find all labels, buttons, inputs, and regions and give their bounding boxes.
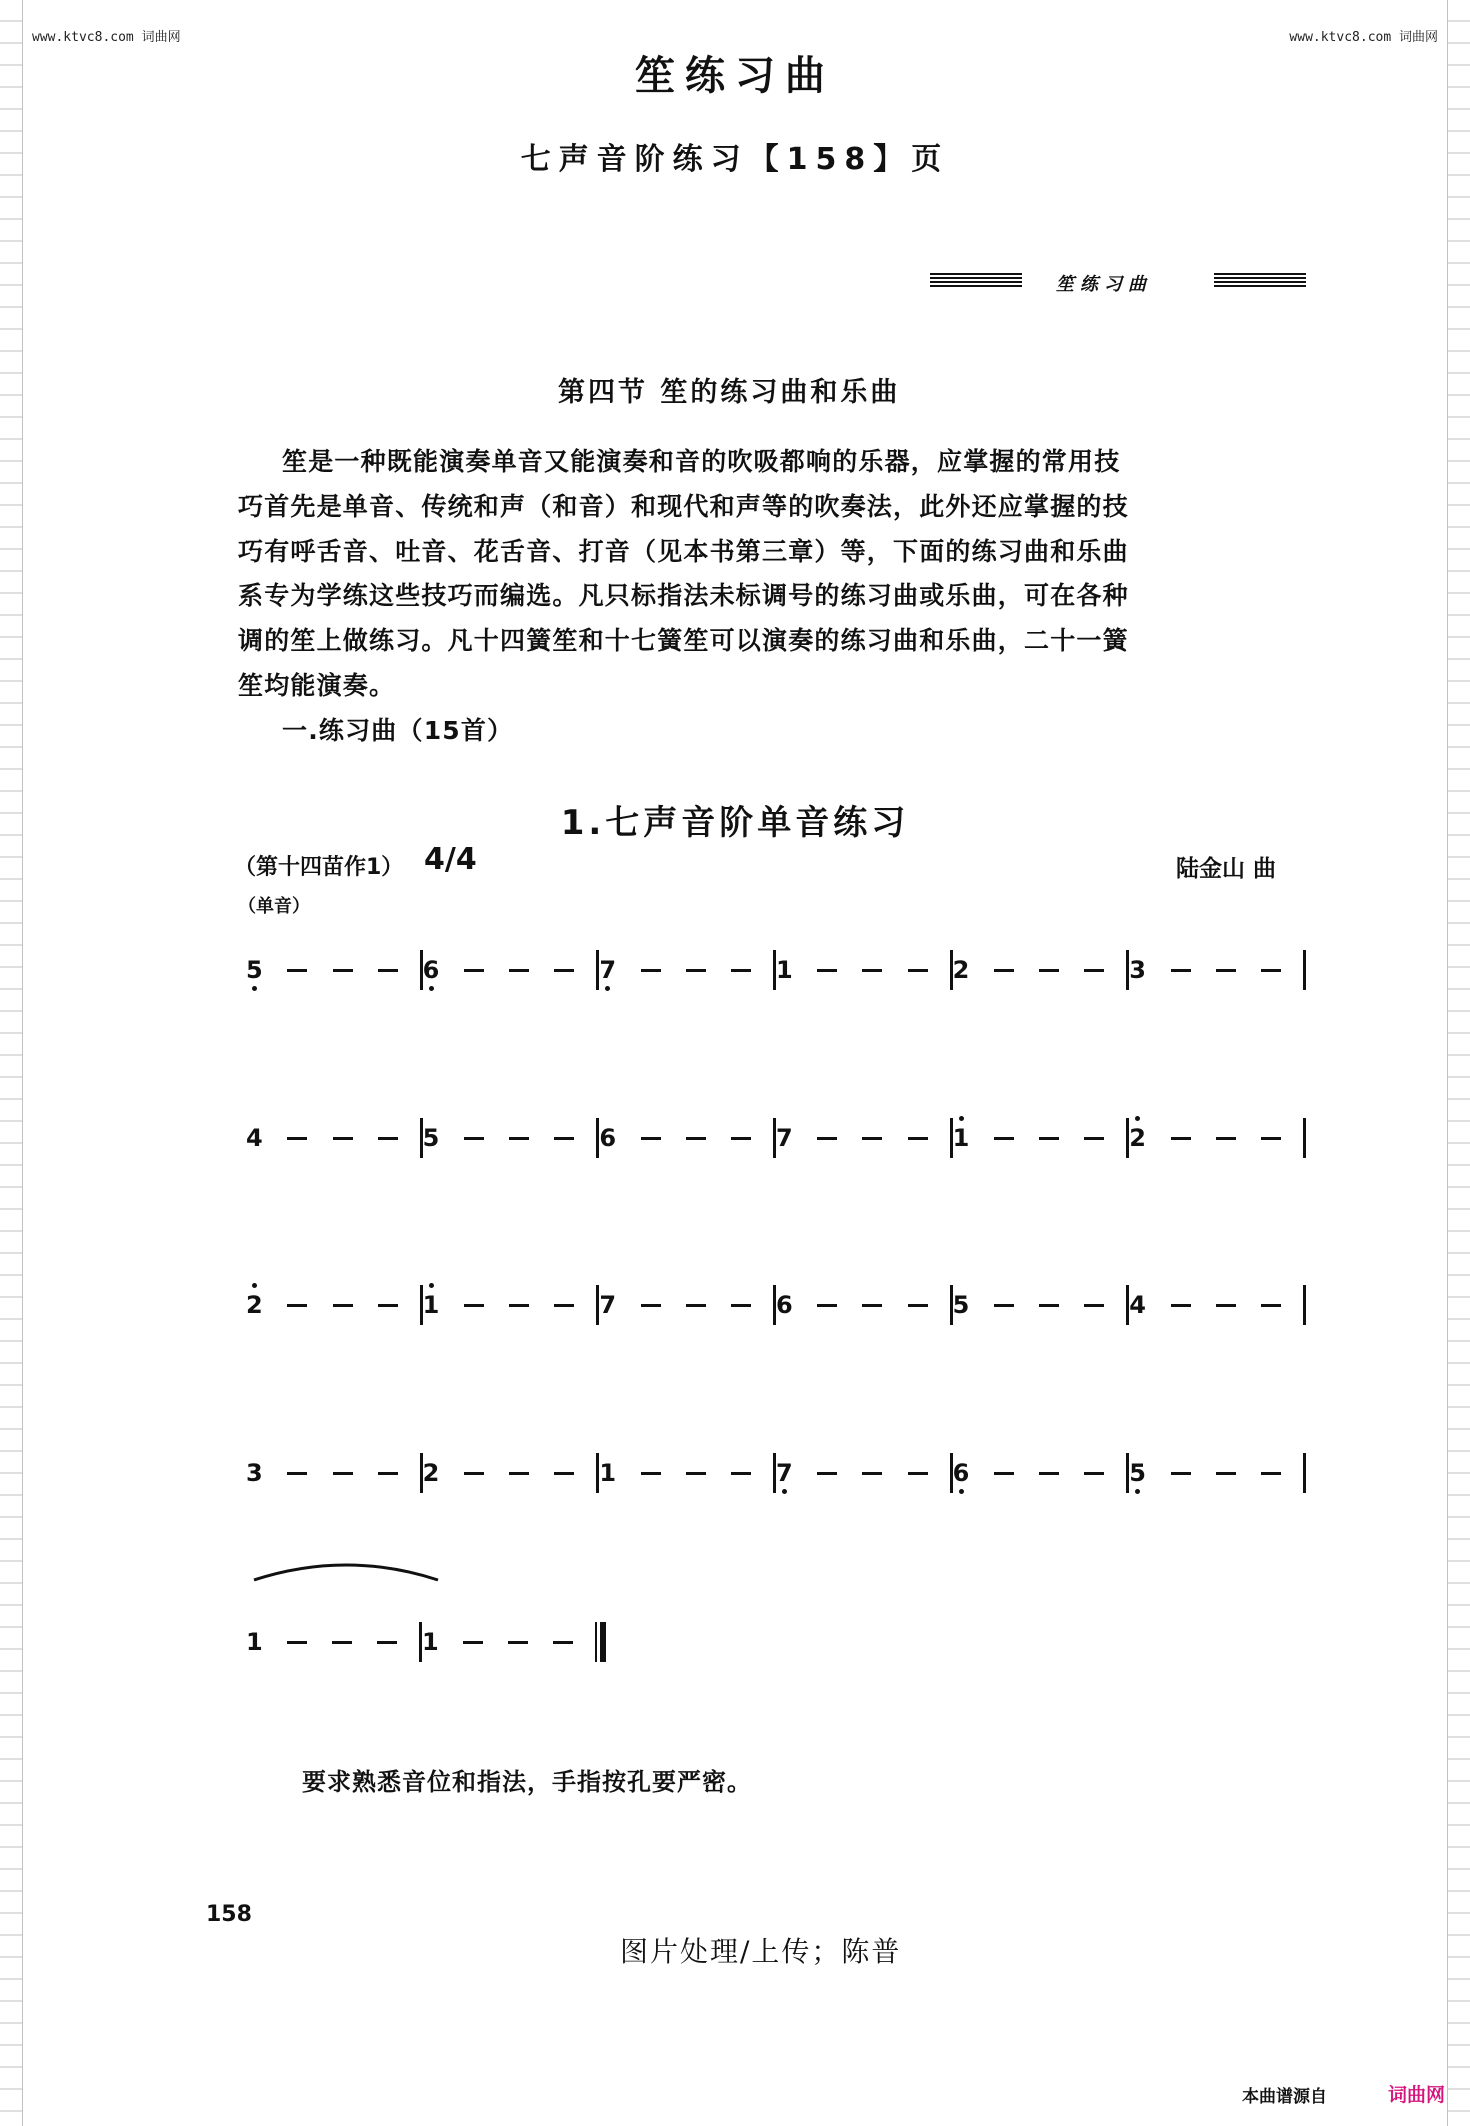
dash bbox=[332, 1641, 352, 1644]
final-barline bbox=[595, 1622, 606, 1662]
note: 1 bbox=[246, 1628, 263, 1656]
time-signature: 4/4 bbox=[424, 842, 477, 877]
measure bbox=[423, 1108, 597, 1168]
dash bbox=[641, 1472, 661, 1475]
measure bbox=[599, 940, 773, 1000]
dash bbox=[333, 969, 353, 972]
dash bbox=[508, 1641, 528, 1644]
page-title: 笙练习曲 bbox=[635, 53, 835, 99]
dash bbox=[686, 1304, 706, 1307]
measure bbox=[423, 1275, 597, 1335]
dash bbox=[378, 1472, 398, 1475]
dash bbox=[817, 1304, 837, 1307]
dash bbox=[553, 1641, 573, 1644]
dash bbox=[287, 1472, 307, 1475]
note: 4 bbox=[1129, 1291, 1146, 1319]
source-label: 本曲谱源自 bbox=[1242, 2087, 1327, 2107]
note: 1 bbox=[599, 1459, 617, 1487]
dash bbox=[862, 1472, 882, 1475]
dash bbox=[509, 1304, 529, 1307]
barline bbox=[1303, 1118, 1306, 1158]
dash bbox=[686, 1472, 706, 1475]
right-watermark-strip bbox=[1447, 0, 1470, 2126]
paragraph-line: 笙均能演奏。 bbox=[238, 670, 396, 700]
dash bbox=[1261, 1304, 1281, 1307]
paragraph-line: 系专为学练这些技巧而编选。凡只标指法未标调号的练习曲或乐曲，可在各种 bbox=[238, 581, 1129, 611]
measure bbox=[246, 1108, 420, 1168]
dash bbox=[1084, 1137, 1104, 1140]
dash bbox=[287, 1137, 307, 1140]
dash bbox=[464, 1137, 484, 1140]
dash bbox=[908, 1304, 928, 1307]
measure bbox=[1129, 1275, 1303, 1335]
section-title: 第四节 笙的练习曲和乐曲 bbox=[558, 377, 901, 408]
dash bbox=[333, 1304, 353, 1307]
watermark-top-right: www.ktvc8.com 词曲网 bbox=[1289, 30, 1438, 45]
note: 2 bbox=[246, 1291, 263, 1319]
note: 6 bbox=[775, 1291, 793, 1319]
dash bbox=[554, 1304, 574, 1307]
dash bbox=[554, 1137, 574, 1140]
dash bbox=[333, 1472, 353, 1475]
note: 1 bbox=[422, 1291, 440, 1319]
dash bbox=[862, 1304, 882, 1307]
note: 5 bbox=[246, 956, 263, 984]
measure bbox=[776, 1275, 950, 1335]
dash bbox=[862, 1137, 882, 1140]
section-paragraph bbox=[238, 440, 1308, 754]
dash bbox=[287, 1641, 307, 1644]
measure bbox=[1129, 1108, 1303, 1168]
measure bbox=[776, 1443, 950, 1503]
dash bbox=[994, 1137, 1014, 1140]
watermark-top-left: www.ktvc8.com 词曲网 bbox=[32, 30, 181, 45]
score-row bbox=[246, 1443, 1306, 1503]
measure bbox=[776, 940, 950, 1000]
note: 4 bbox=[246, 1124, 263, 1152]
note: 3 bbox=[1129, 956, 1146, 984]
measure bbox=[423, 1443, 597, 1503]
dash bbox=[862, 969, 882, 972]
measure bbox=[599, 1443, 773, 1503]
dash bbox=[731, 1472, 751, 1475]
paragraph-line: 巧首先是单音、传统和声（和音）和现代和声等的吹奏法，此外还应掌握的技 bbox=[238, 491, 1129, 521]
dash bbox=[287, 1304, 307, 1307]
note: 5 bbox=[952, 1291, 970, 1319]
dash bbox=[1261, 1472, 1281, 1475]
page-subtitle: 七声音阶练习【158】页 bbox=[520, 142, 950, 177]
note: 2 bbox=[1129, 1124, 1146, 1152]
dash bbox=[509, 1472, 529, 1475]
dash bbox=[1171, 1304, 1191, 1307]
measure bbox=[953, 1275, 1127, 1335]
dash bbox=[1171, 969, 1191, 972]
dash bbox=[1261, 969, 1281, 972]
dash bbox=[641, 1137, 661, 1140]
upload-credit: 图片处理/上传；陈普 bbox=[620, 1935, 902, 1968]
dash bbox=[731, 969, 751, 972]
note: 1 bbox=[421, 1628, 439, 1656]
dash bbox=[1216, 1472, 1236, 1475]
dash bbox=[817, 1472, 837, 1475]
note: 2 bbox=[952, 956, 970, 984]
dash bbox=[464, 1472, 484, 1475]
dash bbox=[1039, 969, 1059, 972]
paragraph-line: 调的笙上做练习。凡十四簧笙和十七簧笙可以演奏的练习曲和乐曲，二十一簧 bbox=[238, 626, 1129, 656]
dash bbox=[1216, 969, 1236, 972]
dash bbox=[378, 969, 398, 972]
composer: 陆金山 曲 bbox=[1176, 856, 1277, 882]
dash bbox=[378, 1304, 398, 1307]
dash bbox=[641, 1304, 661, 1307]
score-row bbox=[246, 940, 1306, 1000]
dash bbox=[1216, 1137, 1236, 1140]
note: 7 bbox=[775, 1124, 793, 1152]
dash bbox=[908, 969, 928, 972]
dash bbox=[287, 969, 307, 972]
dash bbox=[1216, 1304, 1236, 1307]
dash bbox=[908, 1137, 928, 1140]
dash bbox=[1039, 1472, 1059, 1475]
technique-label: （单音） bbox=[238, 896, 310, 917]
dash bbox=[509, 1137, 529, 1140]
dash bbox=[509, 969, 529, 972]
page-number: 158 bbox=[206, 1902, 252, 1927]
note: 6 bbox=[952, 1459, 970, 1487]
barline bbox=[1303, 1453, 1306, 1493]
dash bbox=[908, 1472, 928, 1475]
score-row bbox=[246, 1108, 1306, 1168]
tie-slur bbox=[246, 1550, 446, 1590]
dash bbox=[1039, 1304, 1059, 1307]
dash bbox=[731, 1304, 751, 1307]
dash bbox=[994, 1472, 1014, 1475]
paragraph-line: 巧有呼舌音、吐音、花舌音、打音（见本书第三章）等，下面的练习曲和乐曲 bbox=[238, 536, 1129, 566]
dash bbox=[554, 1472, 574, 1475]
dash bbox=[686, 969, 706, 972]
dash bbox=[1084, 1472, 1104, 1475]
section-subheading: 一.练习曲（15首） bbox=[282, 715, 514, 745]
dash bbox=[1171, 1137, 1191, 1140]
measure bbox=[776, 1108, 950, 1168]
dash bbox=[378, 1137, 398, 1140]
instrument-note: （第十四苗作1） bbox=[234, 855, 404, 880]
dash bbox=[994, 1304, 1014, 1307]
note: 7 bbox=[775, 1459, 793, 1487]
header-decorative-bar-left bbox=[930, 273, 1022, 287]
measure bbox=[246, 940, 420, 1000]
score-row bbox=[246, 1275, 1306, 1335]
paragraph-line: 笙是一种既能演奏单音又能演奏和音的吹吸都响的乐器，应掌握的常用技 bbox=[282, 447, 1121, 476]
practice-requirement: 要求熟悉音位和指法，手指按孔要严密。 bbox=[302, 1768, 752, 1796]
site-link[interactable]: 词曲网 bbox=[1388, 2084, 1446, 2106]
measure bbox=[1129, 1443, 1303, 1503]
dash bbox=[464, 1304, 484, 1307]
note: 6 bbox=[599, 1124, 617, 1152]
note: 5 bbox=[1129, 1459, 1146, 1487]
dash bbox=[817, 1137, 837, 1140]
dash bbox=[333, 1137, 353, 1140]
measure bbox=[1129, 940, 1303, 1000]
measure bbox=[599, 1108, 773, 1168]
measure bbox=[953, 1443, 1127, 1503]
measure bbox=[246, 1612, 419, 1672]
running-title: 笙练习曲 bbox=[1056, 274, 1152, 295]
dash bbox=[1084, 969, 1104, 972]
dash bbox=[554, 969, 574, 972]
measure bbox=[423, 940, 597, 1000]
measure bbox=[246, 1443, 420, 1503]
header-decorative-bar-right bbox=[1214, 273, 1306, 287]
dash bbox=[817, 969, 837, 972]
note: 1 bbox=[952, 1124, 970, 1152]
barline bbox=[1303, 1285, 1306, 1325]
dash bbox=[1171, 1472, 1191, 1475]
barline bbox=[1303, 950, 1306, 990]
dash bbox=[686, 1137, 706, 1140]
measure bbox=[422, 1612, 595, 1672]
dash bbox=[463, 1641, 483, 1644]
score-row bbox=[246, 1612, 606, 1672]
note: 1 bbox=[775, 956, 793, 984]
dash bbox=[731, 1137, 751, 1140]
note: 5 bbox=[422, 1124, 440, 1152]
measure bbox=[953, 940, 1127, 1000]
note: 7 bbox=[599, 956, 617, 984]
measure bbox=[599, 1275, 773, 1335]
dash bbox=[464, 969, 484, 972]
dash bbox=[1084, 1304, 1104, 1307]
dash bbox=[1261, 1137, 1281, 1140]
note: 7 bbox=[599, 1291, 617, 1319]
note: 3 bbox=[246, 1459, 263, 1487]
song-title: 1.七声音阶单音练习 bbox=[560, 803, 910, 843]
dash bbox=[377, 1641, 397, 1644]
dash bbox=[1039, 1137, 1059, 1140]
measure bbox=[246, 1275, 420, 1335]
note: 2 bbox=[422, 1459, 440, 1487]
measure bbox=[953, 1108, 1127, 1168]
dash bbox=[994, 969, 1014, 972]
dash bbox=[641, 969, 661, 972]
left-watermark-strip bbox=[0, 0, 23, 2126]
note: 6 bbox=[422, 956, 440, 984]
